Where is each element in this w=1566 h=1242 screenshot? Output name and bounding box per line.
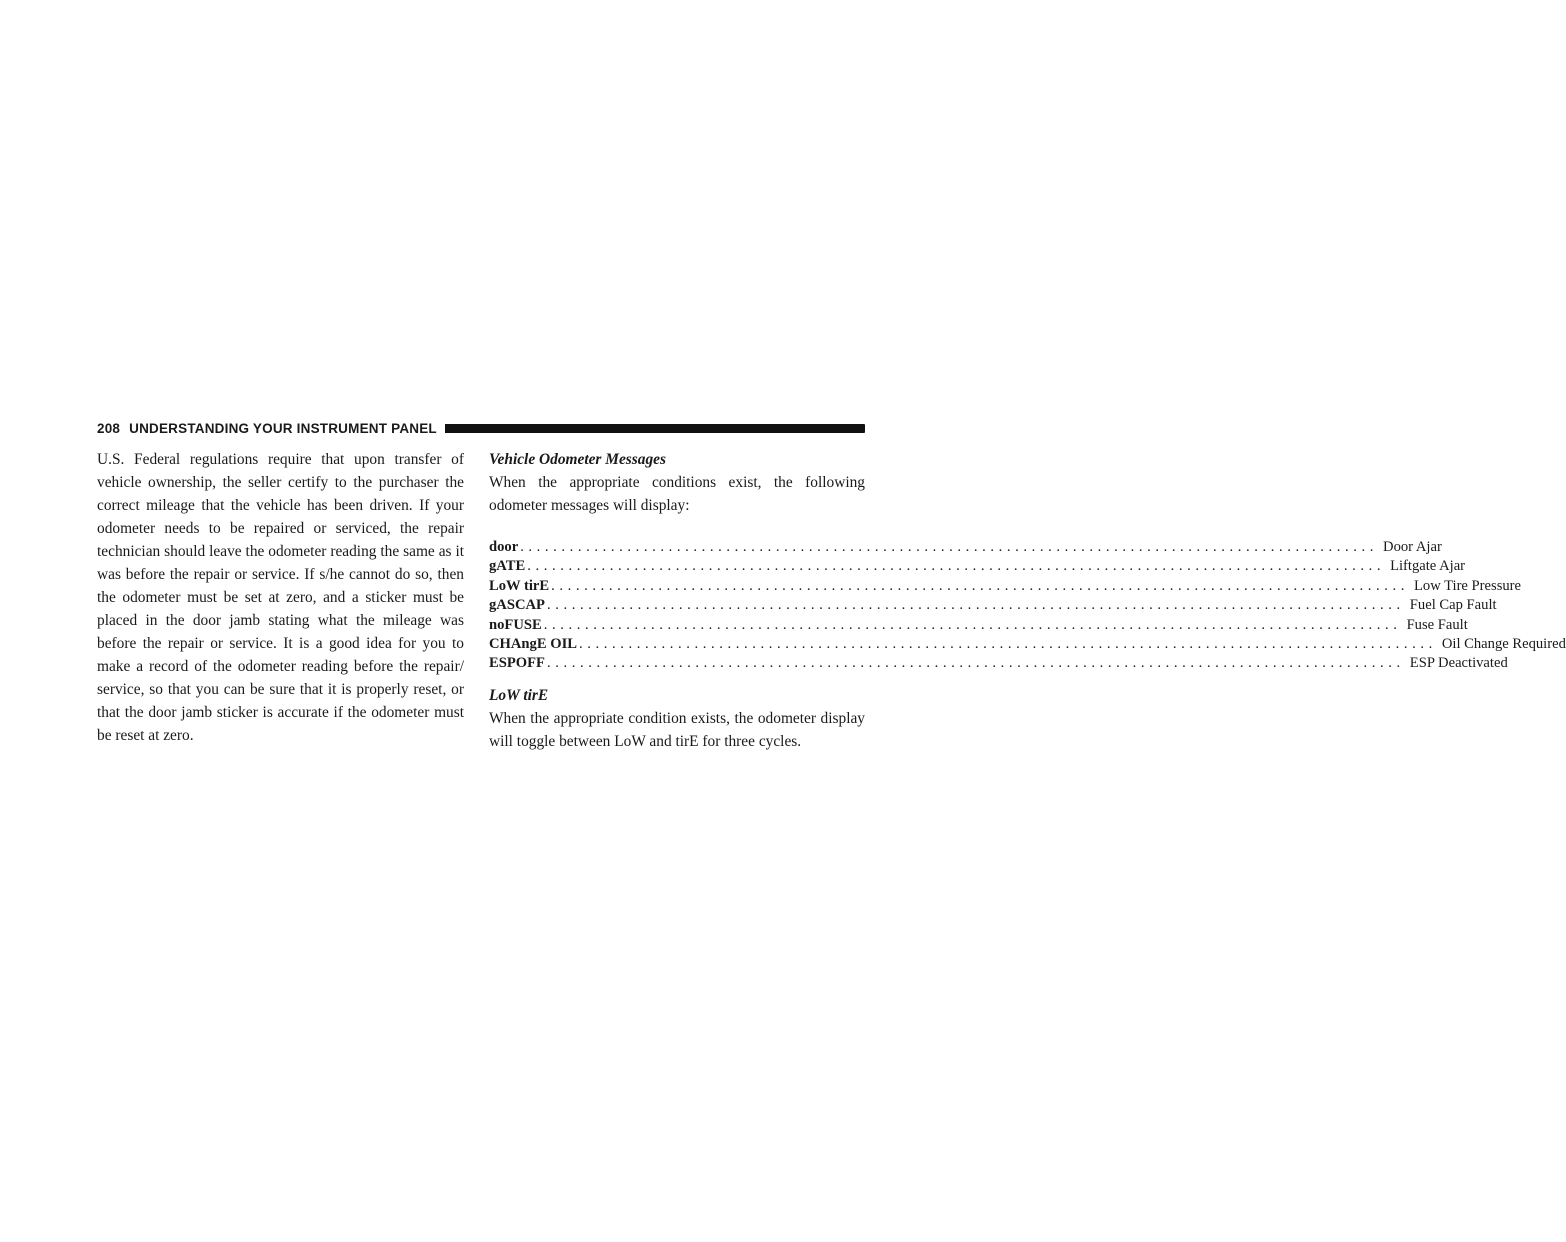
low-tire-paragraph: When the appropriate condition exists, the odometer display will toggle between LoW and tirE for three cycles. bbox=[489, 710, 865, 751]
message-code: CHAngE OIL bbox=[489, 635, 577, 652]
odometer-messages-heading: Vehicle Odometer Messages bbox=[489, 451, 666, 468]
message-code: noFUSE bbox=[489, 616, 542, 633]
odometer-regulation-paragraph: U.S. Federal regulations require that upon transfer of vehicle ownership, the seller certify to the purchaser the correct mileage that the vehicle has been driven. If your odometer needs to be repaired or serviced, the repair technician should leave the odometer reading the same as it was before the repair or service. If s/he cannot do so, then the odometer must be set at zero, and a sticker must be placed in the door jamb stating what the mileage was before the repair or service. It is a good idea for you to make a record of the odometer reading before the repair/ service, so that you can be sure that it is properly reset, or that the door jamb sticker is accurate if the odometer must be reset at zero. bbox=[97, 451, 464, 744]
message-code: LoW tirE bbox=[489, 577, 550, 594]
dot-leader: ........................................................................................................ bbox=[546, 655, 1405, 672]
dot-leader: ........................................................................................................ bbox=[520, 539, 1379, 555]
odometer-messages-intro: When the appropriate conditions exist, the following odometer messages will display: bbox=[489, 474, 865, 514]
list-item bbox=[489, 654, 1508, 673]
header-rule bbox=[445, 424, 865, 433]
page-number: 208 bbox=[97, 420, 121, 436]
list-item bbox=[489, 616, 1468, 635]
dot-leader: ........................................................................................................ bbox=[543, 616, 1402, 633]
message-meaning: Fuel Cap Fault bbox=[1409, 597, 1497, 614]
message-code: gATE bbox=[489, 558, 526, 575]
list-item bbox=[489, 635, 1566, 654]
message-code: door bbox=[489, 539, 519, 555]
message-meaning: Low Tire Pressure bbox=[1413, 577, 1522, 594]
low-tire-heading: LoW tirE bbox=[489, 687, 549, 705]
left-column bbox=[97, 448, 464, 747]
page-header bbox=[97, 419, 865, 437]
message-meaning: ESP Deactivated bbox=[1409, 655, 1508, 672]
right-column bbox=[489, 448, 1566, 753]
odometer-message-list bbox=[489, 538, 1566, 673]
list-item bbox=[489, 557, 1466, 576]
dot-leader: ........................................................................................................ bbox=[579, 635, 1437, 652]
list-item bbox=[489, 577, 1522, 596]
message-meaning: Oil Change Required bbox=[1441, 635, 1566, 652]
section-title: UNDERSTANDING YOUR INSTRUMENT PANEL bbox=[129, 420, 437, 436]
message-meaning: Liftgate Ajar bbox=[1390, 558, 1466, 575]
message-meaning: Door Ajar bbox=[1383, 539, 1442, 555]
list-item bbox=[489, 538, 1442, 557]
dot-leader: ........................................................................................................ bbox=[551, 577, 1409, 594]
message-meaning: Fuse Fault bbox=[1406, 616, 1468, 633]
message-code: ESPOFF bbox=[489, 655, 545, 672]
message-code: gASCAP bbox=[489, 597, 545, 614]
dot-leader: ........................................................................................................ bbox=[527, 558, 1386, 575]
list-item bbox=[489, 596, 1497, 615]
dot-leader: ........................................................................................................ bbox=[546, 597, 1405, 614]
